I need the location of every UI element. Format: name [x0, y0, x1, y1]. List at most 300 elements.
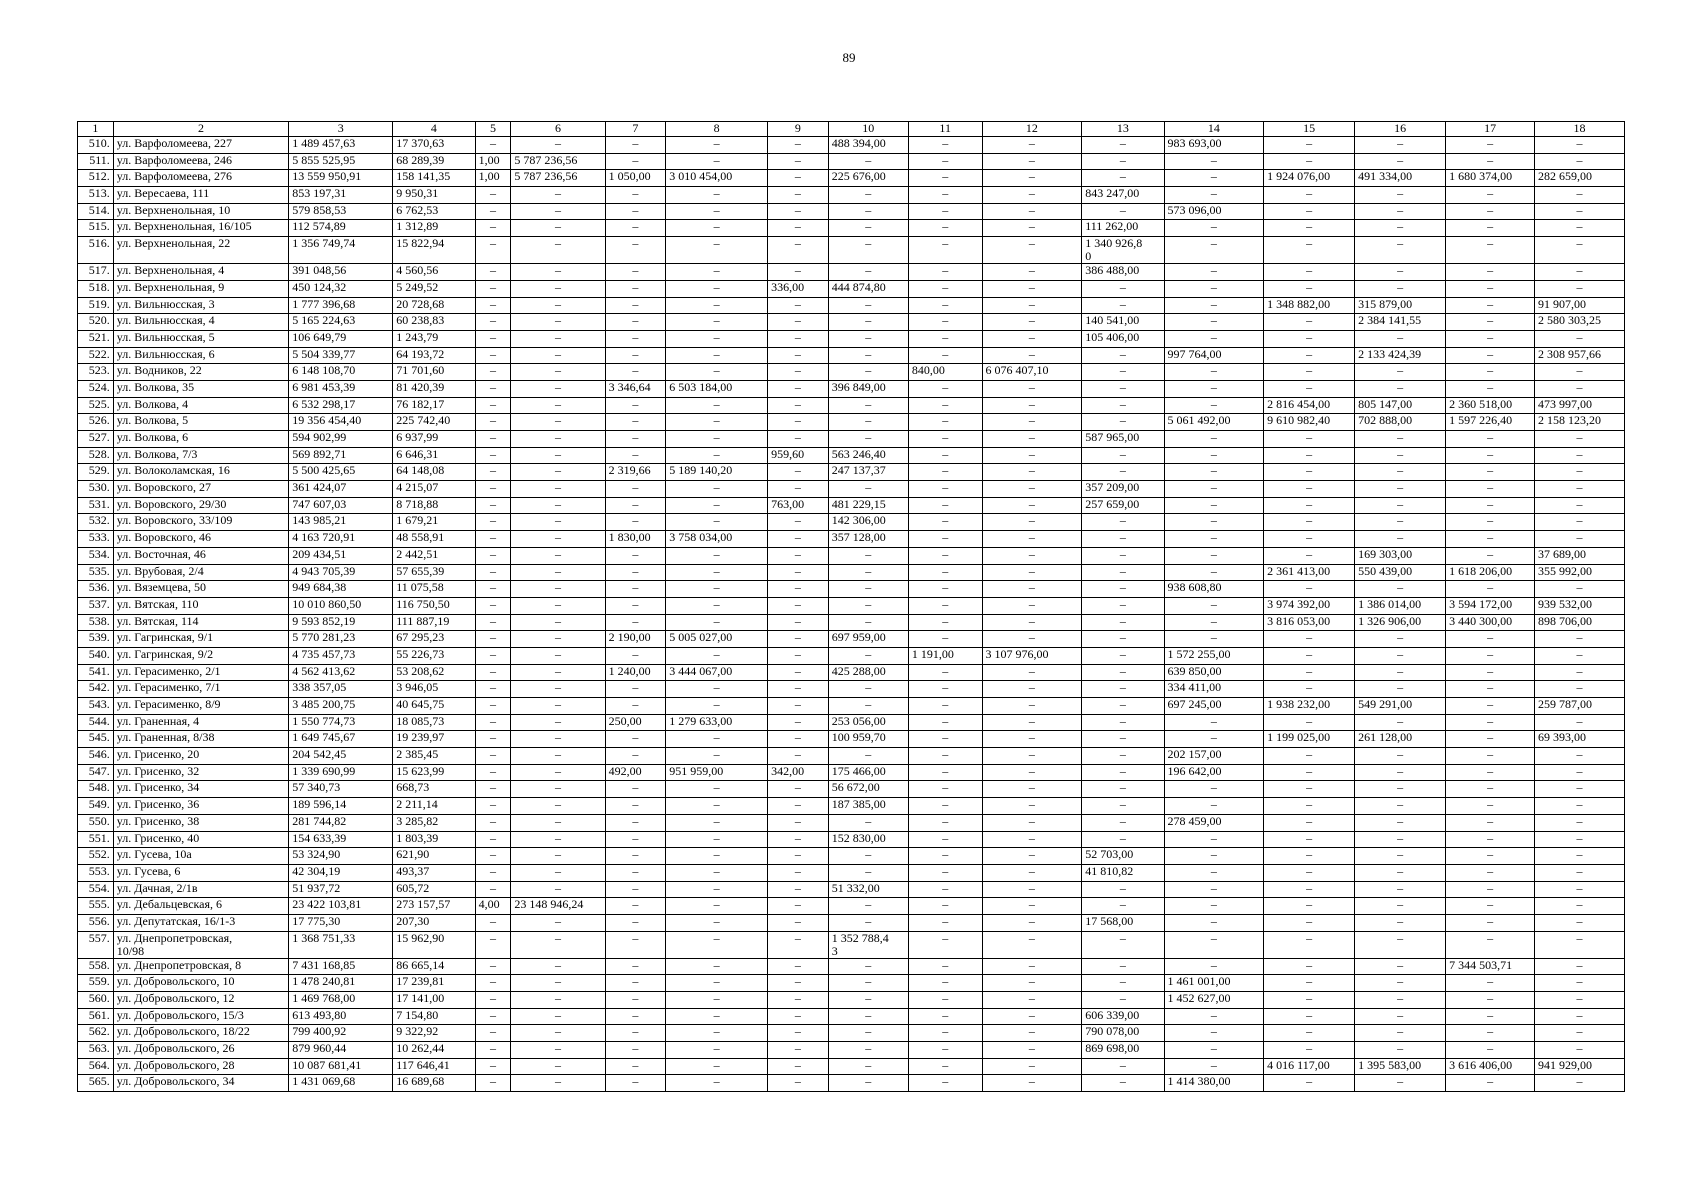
row-number: 562.: [78, 1025, 114, 1042]
value-cell: –: [1164, 397, 1264, 414]
value-cell: –: [1355, 864, 1446, 881]
value-cell: –: [511, 203, 605, 220]
value-cell: –: [1082, 681, 1164, 698]
value-cell: –: [1355, 881, 1446, 898]
address-cell: ул. Добровольского, 10: [113, 975, 289, 992]
value-cell: –: [768, 647, 829, 664]
value-cell: –: [1264, 531, 1355, 548]
value-cell: 391 048,56: [289, 264, 393, 281]
value-cell: –: [511, 848, 605, 865]
value-cell: 5 249,52: [393, 280, 475, 297]
value-cell: 355 992,00: [1535, 564, 1625, 581]
value-cell: 196 642,00: [1164, 764, 1264, 781]
value-cell: –: [828, 992, 908, 1009]
value-cell: –: [605, 958, 666, 975]
value-cell: 563 246,40: [828, 447, 908, 464]
value-cell: 492,00: [605, 764, 666, 781]
value-cell: –: [1355, 647, 1446, 664]
value-cell: –: [1355, 464, 1446, 481]
value-cell: –: [1082, 347, 1164, 364]
value-cell: –: [908, 898, 982, 915]
value-cell: 386 488,00: [1082, 264, 1164, 281]
value-cell: 225 676,00: [828, 170, 908, 187]
value-cell: –: [511, 1058, 605, 1075]
value-cell: 53 324,90: [289, 848, 393, 865]
value-cell: –: [768, 881, 829, 898]
value-cell: –: [768, 330, 829, 347]
value-cell: 9 950,31: [393, 187, 475, 204]
value-cell: 10 087 681,41: [289, 1058, 393, 1075]
value-cell: 281 744,82: [289, 814, 393, 831]
value-cell: –: [1355, 531, 1446, 548]
value-cell: 1 386 014,00: [1355, 597, 1446, 614]
value-cell: –: [828, 297, 908, 314]
value-cell: 1 649 745,67: [289, 731, 393, 748]
value-cell: –: [1446, 137, 1535, 154]
table-row: [78, 748, 1625, 765]
value-cell: –: [1082, 464, 1164, 481]
value-cell: –: [666, 280, 768, 297]
table-row: [78, 781, 1625, 798]
value-cell: –: [1264, 764, 1355, 781]
value-cell: 16 689,68: [393, 1075, 475, 1092]
value-cell: –: [908, 380, 982, 397]
value-cell: –: [1082, 514, 1164, 531]
value-cell: 15 962,90: [393, 931, 475, 958]
value-cell: –: [1082, 631, 1164, 648]
value-cell: –: [475, 1058, 511, 1075]
value-cell: –: [1355, 330, 1446, 347]
table-row: [78, 414, 1625, 431]
value-cell: 10 010 860,50: [289, 597, 393, 614]
value-cell: –: [1264, 831, 1355, 848]
row-number: 513.: [78, 187, 114, 204]
table-row: [78, 170, 1625, 187]
address-cell: ул. Герасименко, 2/1: [113, 664, 289, 681]
value-cell: –: [1164, 848, 1264, 865]
value-cell: 204 542,45: [289, 748, 393, 765]
value-cell: –: [1264, 497, 1355, 514]
value-cell: –: [1164, 898, 1264, 915]
value-cell: 7 154,80: [393, 1008, 475, 1025]
table-row: [78, 614, 1625, 631]
value-cell: –: [605, 1042, 666, 1059]
value-cell: –: [475, 531, 511, 548]
value-cell: –: [605, 414, 666, 431]
value-cell: –: [1355, 447, 1446, 464]
value-cell: –: [1264, 781, 1355, 798]
row-number: 515.: [78, 220, 114, 237]
address-cell: ул. Вильнюсская, 4: [113, 314, 289, 331]
value-cell: –: [768, 1008, 829, 1025]
value-cell: –: [908, 414, 982, 431]
value-cell: –: [1082, 531, 1164, 548]
value-cell: –: [1355, 681, 1446, 698]
row-number: 531.: [78, 497, 114, 514]
value-cell: 3 010 454,00: [666, 170, 768, 187]
value-cell: –: [605, 781, 666, 798]
row-number: 510.: [78, 137, 114, 154]
address-cell: ул. Вятская, 114: [113, 614, 289, 631]
value-cell: –: [982, 914, 1082, 931]
column-header: 4: [393, 122, 475, 137]
value-cell: –: [605, 153, 666, 170]
value-cell: –: [1264, 864, 1355, 881]
value-cell: –: [828, 1025, 908, 1042]
row-number: 559.: [78, 975, 114, 992]
value-cell: –: [511, 547, 605, 564]
row-number: 542.: [78, 681, 114, 698]
value-cell: –: [1535, 137, 1625, 154]
value-cell: –: [828, 431, 908, 448]
value-cell: –: [1446, 975, 1535, 992]
value-cell: –: [982, 931, 1082, 958]
value-cell: –: [768, 975, 829, 992]
value-cell: 587 965,00: [1082, 431, 1164, 448]
row-number: 558.: [78, 958, 114, 975]
value-cell: 450 124,32: [289, 280, 393, 297]
value-cell: –: [1164, 297, 1264, 314]
column-header: 10: [828, 122, 908, 137]
value-cell: 207,30: [393, 914, 475, 931]
value-cell: –: [1082, 170, 1164, 187]
value-cell: –: [1535, 814, 1625, 831]
value-cell: –: [511, 958, 605, 975]
value-cell: 5 787 236,56: [511, 170, 605, 187]
value-cell: 6 646,31: [393, 447, 475, 464]
value-cell: –: [1535, 153, 1625, 170]
value-cell: –: [1446, 380, 1535, 397]
value-cell: –: [1164, 187, 1264, 204]
value-cell: –: [605, 831, 666, 848]
value-cell: –: [666, 297, 768, 314]
value-cell: 1 348 882,00: [1264, 297, 1355, 314]
row-number: 522.: [78, 347, 114, 364]
value-cell: 3 758 034,00: [666, 531, 768, 548]
value-cell: 1 279 633,00: [666, 714, 768, 731]
address-cell: ул. Верхненольная, 10: [113, 203, 289, 220]
value-cell: –: [511, 531, 605, 548]
value-cell: –: [982, 187, 1082, 204]
value-cell: 2 580 303,25: [1535, 314, 1625, 331]
value-cell: –: [1446, 848, 1535, 865]
value-cell: 187 385,00: [828, 798, 908, 815]
value-cell: –: [982, 1075, 1082, 1092]
table-row: [78, 881, 1625, 898]
value-cell: –: [982, 170, 1082, 187]
value-cell: –: [1446, 898, 1535, 915]
value-cell: –: [1264, 581, 1355, 598]
value-cell: –: [511, 414, 605, 431]
value-cell: –: [1082, 397, 1164, 414]
table-row: [78, 814, 1625, 831]
value-cell: –: [908, 698, 982, 715]
table-row: [78, 137, 1625, 154]
value-cell: –: [1164, 153, 1264, 170]
value-cell: –: [768, 464, 829, 481]
value-cell: –: [605, 280, 666, 297]
value-cell: –: [1355, 203, 1446, 220]
table-row: [78, 681, 1625, 698]
value-cell: 550 439,00: [1355, 564, 1446, 581]
value-cell: –: [1535, 531, 1625, 548]
value-cell: –: [1164, 547, 1264, 564]
row-number: 543.: [78, 698, 114, 715]
value-cell: –: [1082, 137, 1164, 154]
row-number: 519.: [78, 297, 114, 314]
table-row: [78, 864, 1625, 881]
value-cell: 6 148 108,70: [289, 364, 393, 381]
table-row: [78, 631, 1625, 648]
value-cell: –: [605, 1058, 666, 1075]
value-cell: –: [511, 1025, 605, 1042]
value-cell: 1 243,79: [393, 330, 475, 347]
value-cell: 10 262,44: [393, 1042, 475, 1059]
value-cell: –: [511, 431, 605, 448]
column-header: 15: [1264, 122, 1355, 137]
table-row: [78, 898, 1625, 915]
value-cell: –: [1164, 220, 1264, 237]
value-cell: –: [1164, 464, 1264, 481]
value-cell: –: [475, 547, 511, 564]
value-cell: –: [1355, 914, 1446, 931]
value-cell: –: [828, 647, 908, 664]
address-cell: ул. Грисенко, 34: [113, 781, 289, 798]
value-cell: 57 655,39: [393, 564, 475, 581]
value-cell: –: [605, 798, 666, 815]
value-cell: 4 562 413,62: [289, 664, 393, 681]
address-cell: ул. Гагринская, 9/2: [113, 647, 289, 664]
row-number: 564.: [78, 1058, 114, 1075]
value-cell: –: [666, 497, 768, 514]
value-cell: –: [511, 664, 605, 681]
value-cell: –: [666, 975, 768, 992]
value-cell: –: [908, 464, 982, 481]
value-cell: –: [475, 814, 511, 831]
value-cell: 1 431 069,68: [289, 1075, 393, 1092]
value-cell: –: [1164, 597, 1264, 614]
value-cell: –: [768, 237, 829, 264]
value-cell: –: [1355, 931, 1446, 958]
value-cell: –: [1082, 831, 1164, 848]
value-cell: –: [605, 514, 666, 531]
value-cell: 898 706,00: [1535, 614, 1625, 631]
value-cell: –: [1264, 220, 1355, 237]
value-cell: –: [605, 220, 666, 237]
value-cell: –: [982, 431, 1082, 448]
value-cell: –: [768, 153, 829, 170]
value-cell: 805 147,00: [1355, 397, 1446, 414]
value-cell: –: [666, 581, 768, 598]
table-row: [78, 831, 1625, 848]
value-cell: –: [828, 364, 908, 381]
value-cell: 64 193,72: [393, 347, 475, 364]
value-cell: –: [1535, 220, 1625, 237]
value-cell: –: [1446, 514, 1535, 531]
value-cell: –: [475, 731, 511, 748]
value-cell: 2 361 413,00: [1264, 564, 1355, 581]
value-cell: 1 050,00: [605, 170, 666, 187]
value-cell: –: [475, 137, 511, 154]
value-cell: 5 005 027,00: [666, 631, 768, 648]
value-cell: –: [511, 1008, 605, 1025]
value-cell: 1 597 226,40: [1446, 414, 1535, 431]
value-cell: –: [1535, 992, 1625, 1009]
row-number: 539.: [78, 631, 114, 648]
value-cell: –: [475, 380, 511, 397]
value-cell: –: [1535, 764, 1625, 781]
value-cell: 55 226,73: [393, 647, 475, 664]
value-cell: –: [982, 203, 1082, 220]
address-cell: ул. Варфоломеева, 276: [113, 170, 289, 187]
value-cell: –: [982, 614, 1082, 631]
address-cell: ул. Варфоломеева, 227: [113, 137, 289, 154]
address-cell: ул. Воровского, 29/30: [113, 497, 289, 514]
row-number: 552.: [78, 848, 114, 865]
value-cell: –: [982, 798, 1082, 815]
value-cell: –: [908, 831, 982, 848]
value-cell: –: [475, 647, 511, 664]
value-cell: –: [908, 481, 982, 498]
value-cell: –: [908, 1058, 982, 1075]
value-cell: 278 459,00: [1164, 814, 1264, 831]
value-cell: –: [1264, 431, 1355, 448]
row-number: 561.: [78, 1008, 114, 1025]
value-cell: –: [768, 581, 829, 598]
value-cell: –: [908, 1008, 982, 1025]
value-cell: 60 238,83: [393, 314, 475, 331]
value-cell: –: [1264, 264, 1355, 281]
value-cell: –: [1355, 481, 1446, 498]
value-cell: –: [666, 748, 768, 765]
value-cell: –: [768, 397, 829, 414]
table-row: [78, 664, 1625, 681]
value-cell: –: [666, 203, 768, 220]
value-cell: –: [605, 914, 666, 931]
address-cell: ул. Гагринская, 9/1: [113, 631, 289, 648]
table-row: [78, 597, 1625, 614]
column-header: 13: [1082, 122, 1164, 137]
value-cell: –: [1446, 297, 1535, 314]
value-cell: –: [511, 698, 605, 715]
value-cell: –: [768, 631, 829, 648]
value-cell: –: [1535, 203, 1625, 220]
value-cell: 53 208,62: [393, 664, 475, 681]
value-cell: –: [1264, 347, 1355, 364]
value-cell: 105 406,00: [1082, 330, 1164, 347]
value-cell: –: [1264, 137, 1355, 154]
value-cell: –: [768, 1025, 829, 1042]
value-cell: –: [1355, 581, 1446, 598]
value-cell: –: [1264, 931, 1355, 958]
value-cell: –: [605, 137, 666, 154]
address-cell: ул. Герасименко, 8/9: [113, 698, 289, 715]
value-cell: –: [1082, 664, 1164, 681]
value-cell: –: [1446, 447, 1535, 464]
address-cell: ул. Вильнюсская, 3: [113, 297, 289, 314]
table-row: [78, 1075, 1625, 1092]
value-cell: –: [666, 481, 768, 498]
value-cell: –: [828, 1042, 908, 1059]
value-cell: 579 858,53: [289, 203, 393, 220]
address-cell: ул. Варфоломеева, 246: [113, 153, 289, 170]
value-cell: –: [666, 414, 768, 431]
value-cell: –: [666, 647, 768, 664]
value-cell: –: [511, 614, 605, 631]
row-number: 547.: [78, 764, 114, 781]
value-cell: 396 849,00: [828, 380, 908, 397]
value-cell: –: [1446, 237, 1535, 264]
row-number: 524.: [78, 380, 114, 397]
value-cell: –: [511, 681, 605, 698]
value-cell: 342,00: [768, 764, 829, 781]
value-cell: –: [475, 931, 511, 958]
table-row: [78, 714, 1625, 731]
value-cell: –: [768, 748, 829, 765]
address-cell: ул. Герасименко, 7/1: [113, 681, 289, 698]
address-cell: ул. Добровольского, 18/22: [113, 1025, 289, 1042]
row-number: 537.: [78, 597, 114, 614]
value-cell: –: [475, 1008, 511, 1025]
value-cell: –: [666, 698, 768, 715]
value-cell: –: [1446, 497, 1535, 514]
address-cell: ул. Добровольского, 15/3: [113, 1008, 289, 1025]
table-row: [78, 1042, 1625, 1059]
row-number: 545.: [78, 731, 114, 748]
address-cell: ул. Волкова, 4: [113, 397, 289, 414]
value-cell: 997 764,00: [1164, 347, 1264, 364]
value-cell: 2 385,45: [393, 748, 475, 765]
value-cell: –: [1535, 748, 1625, 765]
value-cell: –: [475, 1042, 511, 1059]
value-cell: –: [768, 170, 829, 187]
value-cell: –: [982, 297, 1082, 314]
address-cell: ул. Волкова, 5: [113, 414, 289, 431]
value-cell: –: [1264, 187, 1355, 204]
value-cell: 169 303,00: [1355, 547, 1446, 564]
value-cell: –: [666, 187, 768, 204]
value-cell: –: [511, 914, 605, 931]
table-row: [78, 314, 1625, 331]
value-cell: –: [666, 547, 768, 564]
value-cell: –: [1446, 314, 1535, 331]
value-cell: –: [1082, 1058, 1164, 1075]
value-cell: –: [1446, 631, 1535, 648]
value-cell: –: [511, 397, 605, 414]
value-cell: –: [1264, 814, 1355, 831]
row-number: 530.: [78, 481, 114, 498]
value-cell: –: [982, 992, 1082, 1009]
address-cell: ул. Дачная, 2/1в: [113, 881, 289, 898]
value-cell: –: [1264, 514, 1355, 531]
value-cell: –: [511, 647, 605, 664]
value-cell: –: [1164, 237, 1264, 264]
value-cell: –: [768, 297, 829, 314]
value-cell: –: [768, 664, 829, 681]
value-cell: –: [828, 187, 908, 204]
value-cell: –: [666, 914, 768, 931]
address-cell: ул. Гусева, 6: [113, 864, 289, 881]
value-cell: –: [511, 297, 605, 314]
value-cell: 6 762,53: [393, 203, 475, 220]
value-cell: –: [475, 481, 511, 498]
value-cell: –: [511, 187, 605, 204]
value-cell: –: [768, 831, 829, 848]
value-cell: –: [908, 137, 982, 154]
column-header: 9: [768, 122, 829, 137]
value-cell: –: [511, 514, 605, 531]
value-cell: –: [1082, 380, 1164, 397]
